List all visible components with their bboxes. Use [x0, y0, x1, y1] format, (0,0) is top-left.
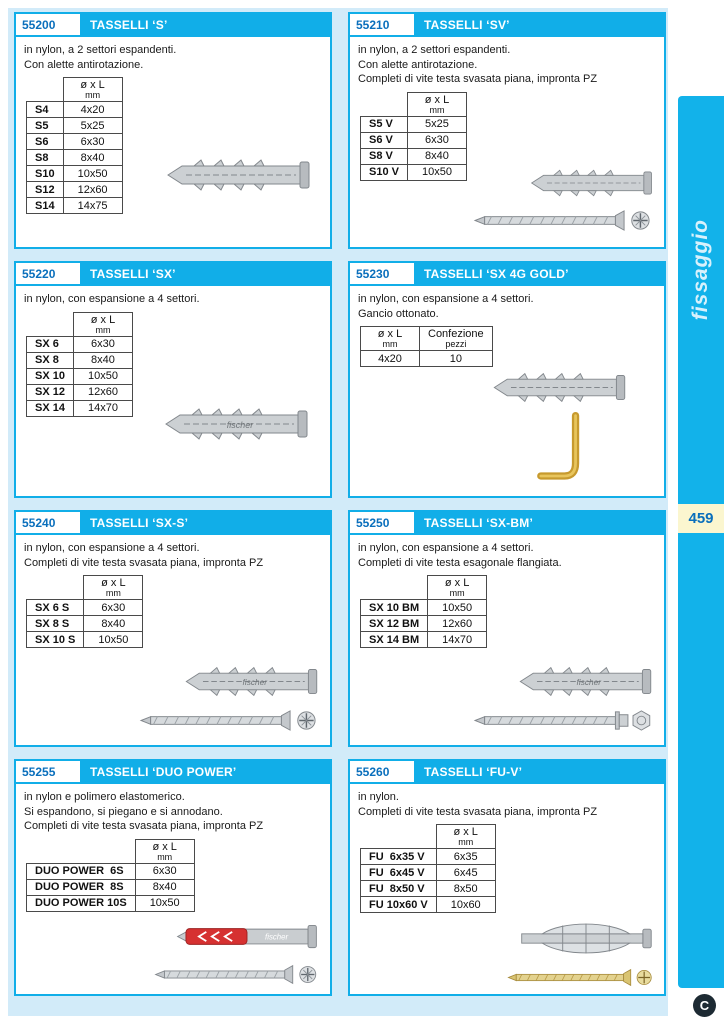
description-line: Con alette antirotazione. — [24, 58, 144, 71]
anchor-screw-image — [137, 663, 322, 733]
product-code: 55200 — [16, 14, 80, 35]
section-label-wrap — [678, 110, 724, 430]
size-row — [27, 384, 133, 400]
description-line: in nylon, a 2 settori espandenti. — [358, 44, 511, 56]
product-title: TASSELLI ‘DUO POWER’ — [80, 761, 330, 782]
size-row — [27, 400, 133, 416]
product-title: TASSELLI ‘S’ — [80, 14, 330, 35]
description-line: Si espandono, si piegano e si annodano. — [24, 805, 223, 818]
size-value: 14x75 — [63, 198, 122, 214]
size-label: SX 10 BM — [361, 600, 428, 616]
size-table — [360, 326, 493, 367]
size-label: FU 10x60 V — [361, 897, 437, 913]
size-label: SX 14 BM — [361, 632, 428, 648]
size-label: S10 V — [361, 164, 408, 180]
brand-text: fischer — [576, 677, 602, 688]
product-title: TASSELLI ‘SX-S’ — [80, 512, 330, 533]
section-label: fissaggio — [689, 219, 712, 321]
size-value: 14x70 — [73, 400, 132, 416]
size-table — [26, 312, 133, 417]
description-line: in nylon e polimero elastomerico. — [24, 791, 185, 803]
empty-header-cell — [27, 839, 136, 863]
product-title: TASSELLI ‘SX-BM’ — [414, 512, 664, 533]
size-value: 10x50 — [407, 164, 466, 180]
size-label: SX 10 S — [27, 632, 84, 648]
size-label: SX 12 — [27, 384, 74, 400]
panel-body — [350, 286, 664, 496]
product-description — [358, 292, 656, 321]
catalog-grid — [14, 12, 666, 996]
size-value: 10x50 — [63, 166, 122, 182]
column-header: ø x L mm — [63, 78, 122, 102]
size-row — [361, 632, 487, 648]
product-panel-55200 — [14, 12, 332, 249]
description-line: Completi di vite testa svasata piana, impronta PZ — [358, 805, 598, 818]
size-row — [27, 336, 133, 352]
size-label: S6 V — [361, 132, 408, 148]
column-header: ø x L mm — [135, 839, 194, 863]
size-row — [361, 865, 496, 881]
panel-header — [350, 761, 664, 784]
size-row — [27, 102, 123, 118]
size-label: SX 10 — [27, 368, 74, 384]
product-panel-55230 — [348, 261, 666, 498]
nylon-anchor-image — [164, 155, 314, 195]
size-table — [26, 839, 195, 912]
size-label: S5 V — [361, 116, 408, 132]
nylon-anchor-image — [162, 404, 312, 444]
product-title: TASSELLI ‘FU-V’ — [414, 761, 664, 782]
column-header: ø x L mm — [436, 825, 495, 849]
size-row — [27, 863, 195, 879]
product-panel-55250 — [348, 510, 666, 747]
brand-text: fischer — [242, 677, 268, 688]
description-line: in nylon. — [358, 791, 399, 803]
description-line: Completi di vite testa svasata piana, impronta PZ — [24, 556, 264, 569]
brand-text: fischer — [226, 420, 254, 430]
size-row — [27, 895, 195, 911]
column-header: ø x L mm — [407, 92, 466, 116]
panel-body — [16, 535, 330, 745]
panel-header — [16, 14, 330, 37]
panel-body — [350, 37, 664, 247]
duo-anchor-screw-image — [152, 918, 322, 986]
column-header: Confezione pezzi — [420, 327, 493, 351]
size-value: 8x50 — [436, 881, 495, 897]
description-line: in nylon, con espansione a 4 settori. — [358, 542, 534, 554]
product-description — [358, 541, 656, 570]
size-label: S8 V — [361, 148, 408, 164]
size-row — [361, 897, 496, 913]
page-number: 459 — [678, 504, 724, 533]
size-value: 10x60 — [436, 897, 495, 913]
product-description — [24, 292, 322, 307]
size-value: 10x50 — [428, 600, 487, 616]
size-table — [360, 575, 487, 648]
product-panel-55220 — [14, 261, 332, 498]
size-label: FU 6x45 V — [361, 865, 437, 881]
column-header: ø x L mm — [361, 327, 420, 351]
panel-body — [16, 37, 330, 247]
size-row — [27, 368, 133, 384]
size-label: DUO POWER 6S — [27, 863, 136, 879]
description-line: Gancio ottonato. — [358, 307, 439, 320]
size-value: 12x60 — [63, 182, 122, 198]
size-value: 4x20 — [63, 102, 122, 118]
brand-text: fischer — [265, 932, 289, 942]
size-label: FU 6x35 V — [361, 849, 437, 865]
size-value: 6x35 — [436, 849, 495, 865]
size-row — [361, 849, 496, 865]
empty-header-cell — [27, 312, 74, 336]
panel-header — [350, 512, 664, 535]
size-label: S5 — [27, 118, 64, 134]
product-description — [358, 43, 656, 87]
fu-anchor-screw-image — [506, 918, 656, 988]
description-line: Completi di vite testa svasata piana, impronta PZ — [358, 73, 598, 86]
size-value: 4x20 — [361, 351, 420, 367]
size-table — [360, 824, 496, 913]
column-header: ø x L mm — [73, 312, 132, 336]
empty-header-cell — [27, 78, 64, 102]
size-row — [27, 150, 123, 166]
size-label: FU 8x50 V — [361, 881, 437, 897]
size-value: 6x30 — [84, 600, 143, 616]
column-header: ø x L mm — [428, 576, 487, 600]
column-header: ø x L mm — [84, 576, 143, 600]
size-value: 14x70 — [428, 632, 487, 648]
size-label: SX 8 — [27, 352, 74, 368]
description-line: in nylon, a 2 settori espandenti. — [24, 44, 177, 56]
product-title: TASSELLI ‘SV’ — [414, 14, 664, 35]
size-value: 10x50 — [135, 895, 194, 911]
size-value: 12x60 — [428, 616, 487, 632]
size-row — [361, 351, 493, 367]
size-value: 8x40 — [73, 352, 132, 368]
description-line: Completi di vite testa esagonale flangiata. — [358, 556, 562, 569]
size-row — [27, 632, 143, 648]
size-label: DUO POWER 8S — [27, 879, 136, 895]
size-row — [361, 116, 467, 132]
size-table — [360, 92, 467, 181]
panel-header — [16, 512, 330, 535]
size-row — [27, 352, 133, 368]
size-row — [27, 600, 143, 616]
section-tab — [678, 96, 724, 988]
size-value: 12x60 — [73, 384, 132, 400]
panel-body — [350, 535, 664, 745]
size-row — [361, 148, 467, 164]
product-code: 55230 — [350, 263, 414, 284]
size-label: S4 — [27, 102, 64, 118]
product-title: TASSELLI ‘SX 4G GOLD’ — [414, 263, 664, 284]
panel-body — [16, 784, 330, 994]
product-panel-55240 — [14, 510, 332, 747]
product-code: 55220 — [16, 263, 80, 284]
anchor-hook-image — [490, 369, 630, 488]
description-line: in nylon, con espansione a 4 settori. — [24, 293, 200, 305]
size-label: S12 — [27, 182, 64, 198]
size-row — [361, 164, 467, 180]
size-row — [27, 166, 123, 182]
size-label: SX 6 — [27, 336, 74, 352]
size-value: 5x25 — [63, 118, 122, 134]
panel-header — [16, 263, 330, 286]
panel-body — [350, 784, 664, 994]
empty-header-cell — [361, 576, 428, 600]
size-value: 6x30 — [63, 134, 122, 150]
description-line: Completi di vite testa svasata piana, impronta PZ — [24, 820, 264, 833]
size-value: 6x30 — [73, 336, 132, 352]
product-description — [24, 790, 322, 834]
size-label: S8 — [27, 150, 64, 166]
size-label: S6 — [27, 134, 64, 150]
size-value: 8x40 — [135, 879, 194, 895]
product-code: 55260 — [350, 761, 414, 782]
panel-header — [350, 263, 664, 286]
size-label: SX 6 S — [27, 600, 84, 616]
size-row — [361, 600, 487, 616]
product-title: TASSELLI ‘SX’ — [80, 263, 330, 284]
size-row — [27, 134, 123, 150]
size-row — [27, 182, 123, 198]
product-panel-55260 — [348, 759, 666, 996]
size-label: SX 12 BM — [361, 616, 428, 632]
product-description — [358, 790, 656, 819]
product-description — [24, 43, 322, 72]
size-label: S10 — [27, 166, 64, 182]
pack-quantity: 10 — [420, 351, 493, 367]
size-label: SX 8 S — [27, 616, 84, 632]
size-value: 10x50 — [73, 368, 132, 384]
size-table — [26, 575, 143, 648]
anchor-screw-image — [471, 166, 656, 233]
panel-header — [16, 761, 330, 784]
size-value: 6x30 — [407, 132, 466, 148]
publisher-logo: C — [693, 994, 716, 1017]
size-value: 8x40 — [84, 616, 143, 632]
empty-header-cell — [27, 576, 84, 600]
size-row — [361, 616, 487, 632]
size-table — [26, 77, 123, 214]
product-panel-55255 — [14, 759, 332, 996]
size-value: 6x30 — [135, 863, 194, 879]
description-line: Con alette antirotazione. — [358, 58, 478, 71]
size-row — [361, 132, 467, 148]
size-value: 8x40 — [63, 150, 122, 166]
product-code: 55210 — [350, 14, 414, 35]
size-value: 5x25 — [407, 116, 466, 132]
size-label: SX 14 — [27, 400, 74, 416]
description-line: in nylon, con espansione a 4 settori. — [358, 293, 534, 305]
size-row — [361, 881, 496, 897]
description-line: in nylon, con espansione a 4 settori. — [24, 542, 200, 554]
empty-header-cell — [361, 825, 437, 849]
size-label: S14 — [27, 198, 64, 214]
size-row — [27, 118, 123, 134]
product-code: 55250 — [350, 512, 414, 533]
product-code: 55240 — [16, 512, 80, 533]
size-value: 8x40 — [407, 148, 466, 164]
panel-body — [16, 286, 330, 496]
size-label: DUO POWER 10S — [27, 895, 136, 911]
brass-hook-icon — [528, 410, 592, 488]
size-row — [27, 616, 143, 632]
anchor-hexscrew-image — [471, 663, 656, 733]
size-value: 6x45 — [436, 865, 495, 881]
product-code: 55255 — [16, 761, 80, 782]
panel-header — [350, 14, 664, 37]
empty-header-cell — [361, 92, 408, 116]
product-description — [24, 541, 322, 570]
size-value: 10x50 — [84, 632, 143, 648]
product-panel-55210 — [348, 12, 666, 249]
size-row — [27, 879, 195, 895]
size-row — [27, 198, 123, 214]
